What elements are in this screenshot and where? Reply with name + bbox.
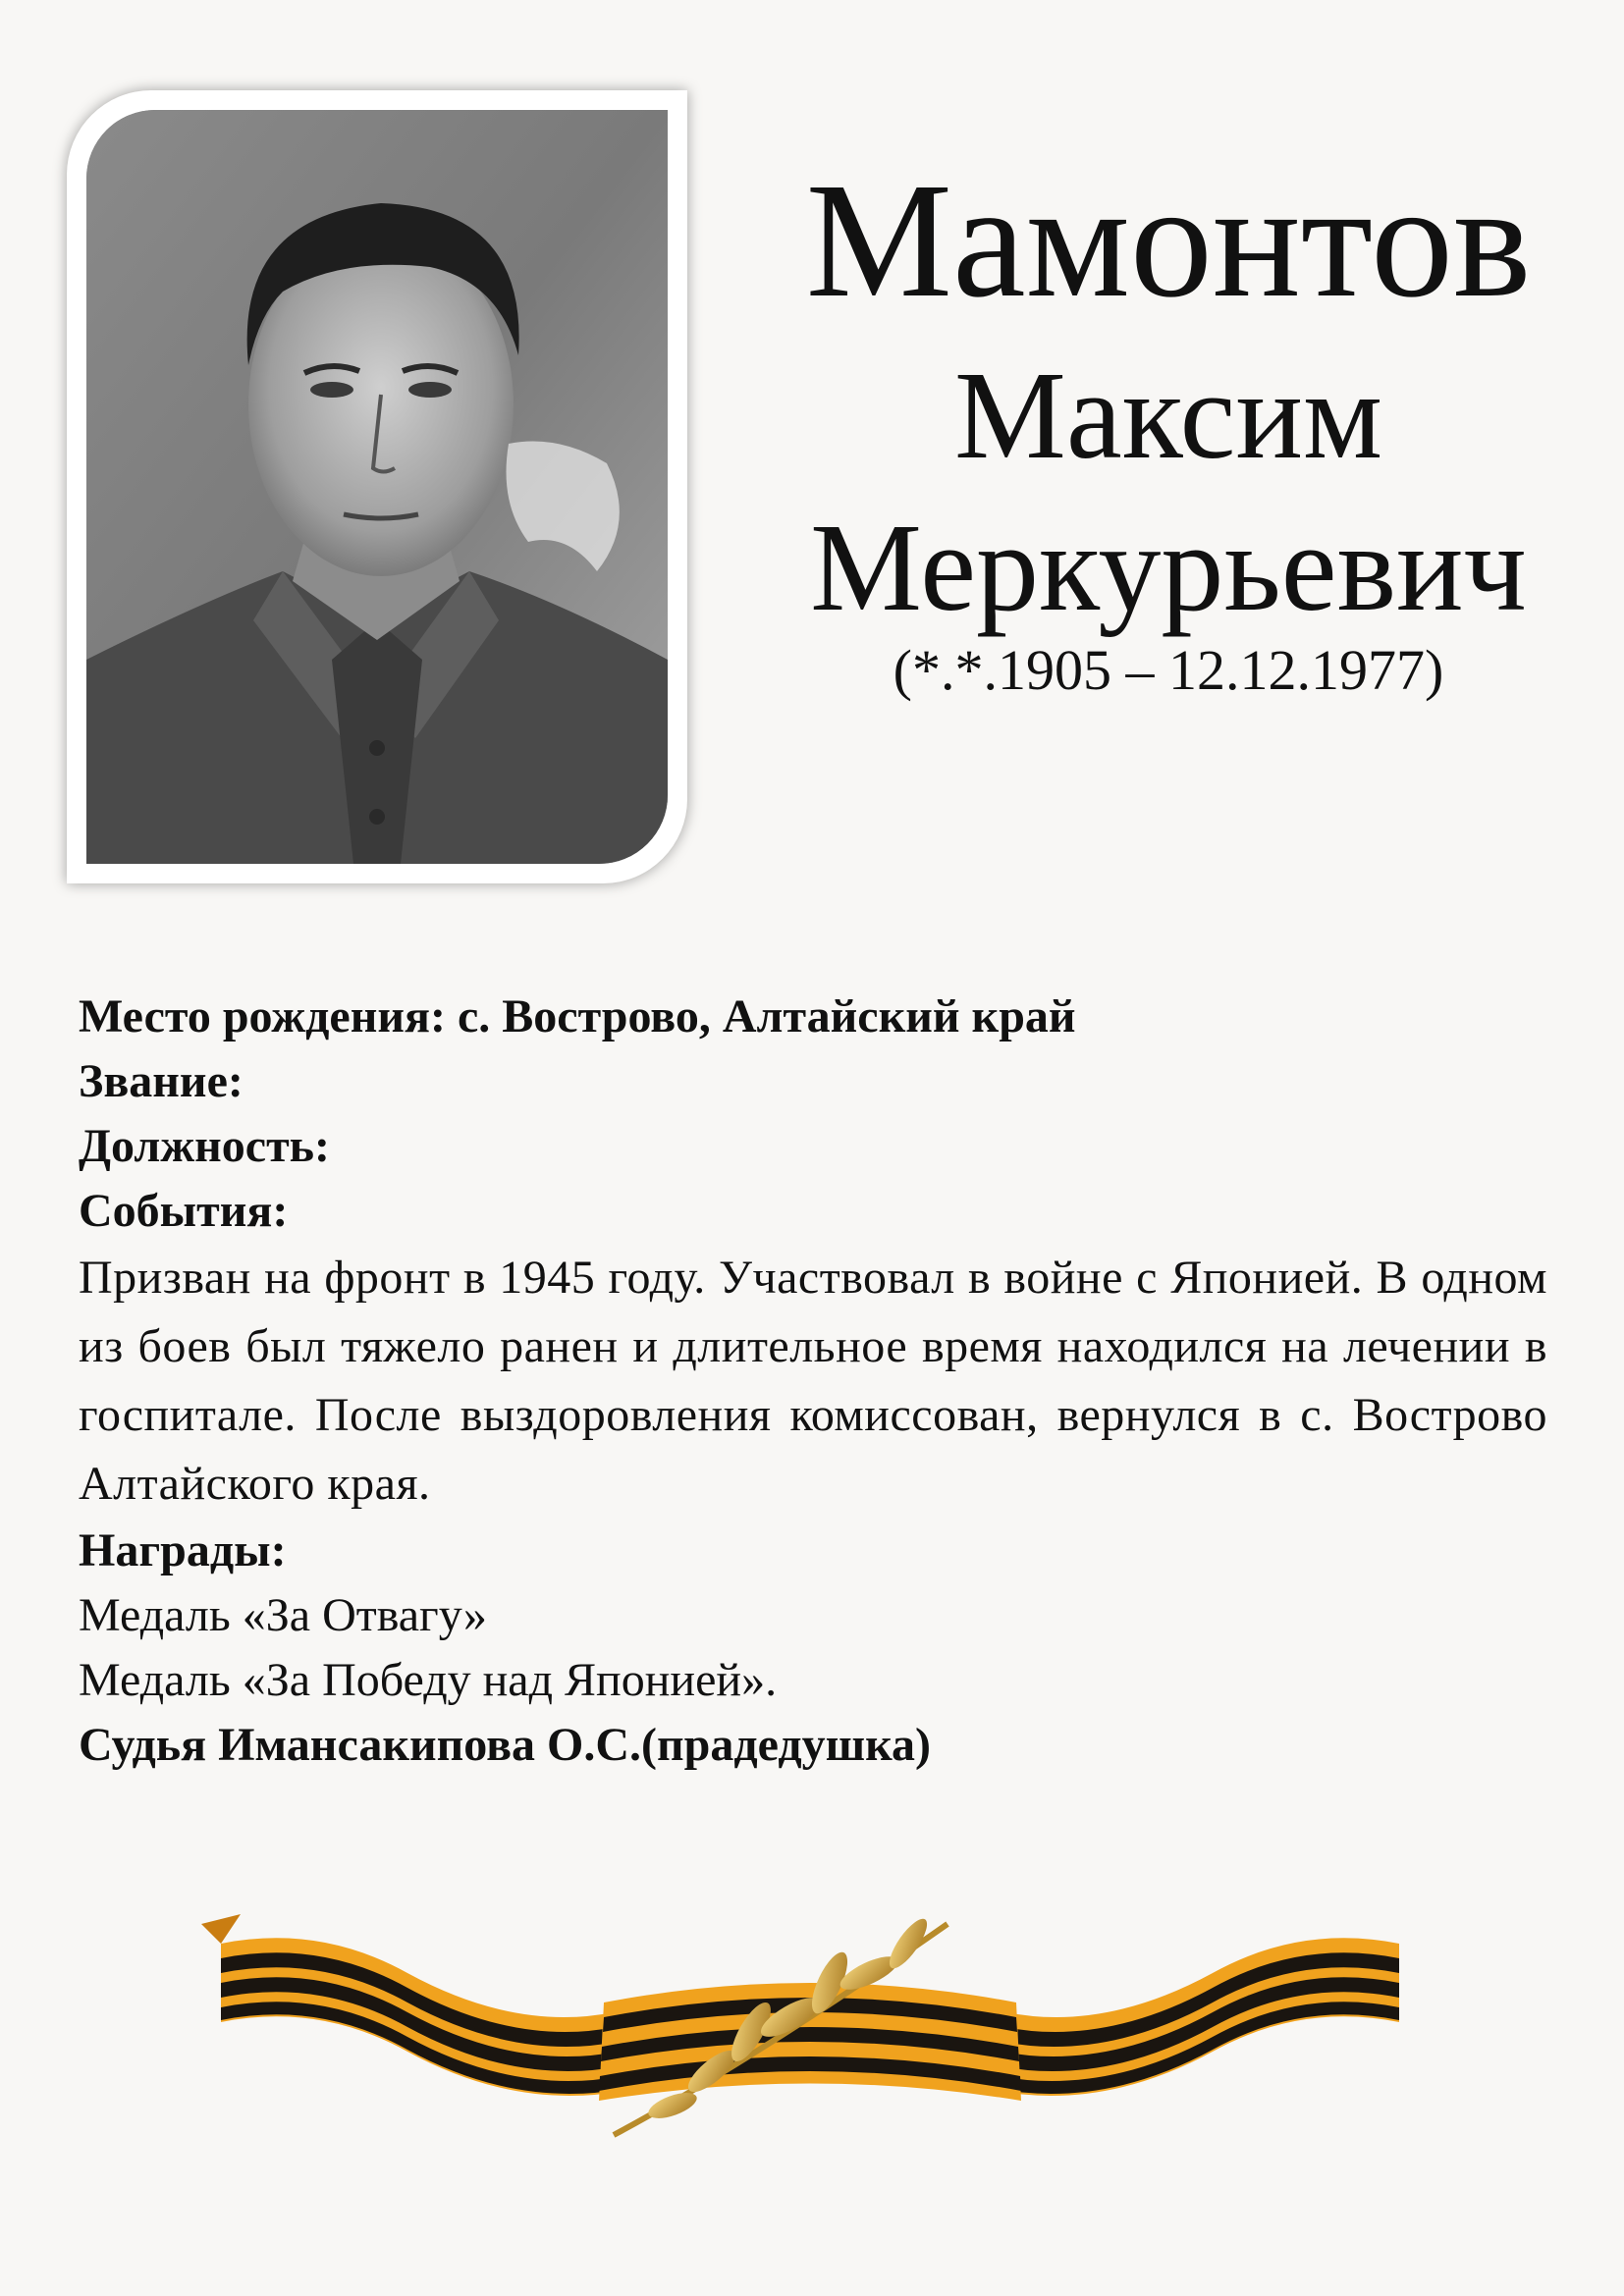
- events-text: Призван на фронт в 1945 году. Участвовал в войне с Японией. В одном из боев был тяжело ранен и длительное время находился на лечении в госпитале. После выздоровления комиссован, вернулся в с. Вострово Алтайского края.: [79, 1252, 1547, 1510]
- award-item: Медаль «За Победу над Японией».: [79, 1654, 778, 1706]
- portrait-image: [86, 110, 668, 864]
- portrait-photo: [86, 110, 668, 864]
- ribbon-left: [201, 1914, 623, 2096]
- info-section: [79, 985, 1547, 1778]
- position-label: Должность:: [79, 1120, 331, 1172]
- name-block: [746, 147, 1591, 705]
- award-item: Медаль «За Отвагу»: [79, 1589, 487, 1641]
- life-dates: (*.*.1905 – 12.12.1977): [893, 638, 1444, 702]
- rank-label: Звание:: [79, 1055, 244, 1107]
- author-line: Судья Имансакипова О.С.(прадедушка): [79, 1719, 932, 1771]
- ribbon-right: [997, 1938, 1399, 2096]
- events-label: События:: [79, 1185, 289, 1237]
- st-george-ribbon-icon: [201, 1904, 1419, 2150]
- birthplace-row: [79, 985, 1547, 1049]
- given-name: Максим: [954, 346, 1382, 485]
- surname: Мамонтов: [805, 149, 1532, 332]
- patronymic: Меркурьевич: [810, 498, 1527, 637]
- birthplace-value: с. Вострово, Алтайский край: [457, 990, 1076, 1042]
- portrait-frame: [67, 90, 687, 883]
- birthplace-label: Место рождения:: [79, 990, 446, 1042]
- awards-label: Награды:: [79, 1524, 287, 1576]
